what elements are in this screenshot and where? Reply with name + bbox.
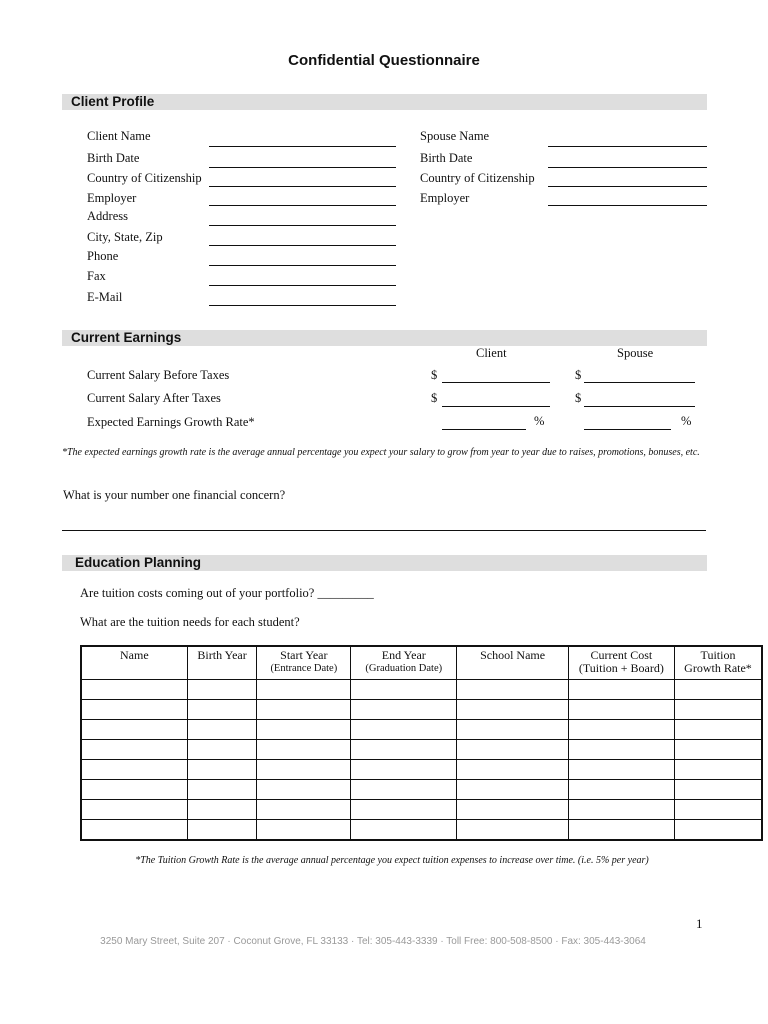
table-cell[interactable] <box>257 800 351 820</box>
header-tuition-growth-sub: Growth Rate* <box>684 661 752 675</box>
table-cell[interactable] <box>187 700 257 720</box>
table-cell[interactable] <box>568 740 674 760</box>
table-cell[interactable] <box>187 760 257 780</box>
table-cell[interactable] <box>257 760 351 780</box>
table-cell[interactable] <box>568 720 674 740</box>
table-cell[interactable] <box>457 740 568 760</box>
field-client-citizenship[interactable] <box>209 186 396 187</box>
field-client-address[interactable] <box>209 225 396 226</box>
table-row <box>81 800 762 820</box>
table-cell[interactable] <box>674 720 762 740</box>
table-cell[interactable] <box>187 820 257 841</box>
label-salary-before-taxes: Current Salary Before Taxes <box>87 368 230 382</box>
table-cell[interactable] <box>457 680 568 700</box>
label-spouse-citizenship: Country of Citizenship <box>420 171 535 185</box>
table-cell[interactable] <box>81 760 187 780</box>
table-cell[interactable] <box>351 780 457 800</box>
table-cell[interactable] <box>351 760 457 780</box>
page-number: 1 <box>696 916 703 931</box>
section-title-client-profile: Client Profile <box>71 94 155 109</box>
label-client-citizenship: Country of Citizenship <box>87 171 202 185</box>
table-cell[interactable] <box>568 700 674 720</box>
table-cell[interactable] <box>81 780 187 800</box>
field-client-salary-after-taxes[interactable] <box>442 406 550 407</box>
table-cell[interactable] <box>257 680 351 700</box>
table-cell[interactable] <box>81 820 187 841</box>
table-cell[interactable] <box>81 680 187 700</box>
field-client-birth-date[interactable] <box>209 167 396 168</box>
table-cell[interactable] <box>457 800 568 820</box>
table-cell[interactable] <box>457 780 568 800</box>
table-cell[interactable] <box>187 740 257 760</box>
field-client-fax[interactable] <box>209 285 396 286</box>
table-cell[interactable] <box>457 720 568 740</box>
label-spouse-employer: Employer <box>420 191 470 205</box>
table-cell[interactable] <box>351 740 457 760</box>
table-cell[interactable] <box>257 780 351 800</box>
tuition-growth-note: *The Tuition Growth Rate is the average annual percentage you expect tuition expenses to increase over time. (i.e. 5% per year) <box>135 855 649 866</box>
label-client-birth-date: Birth Date <box>87 151 140 165</box>
table-cell[interactable] <box>257 700 351 720</box>
label-client-city-state-zip: City, State, Zip <box>87 230 163 244</box>
table-cell[interactable] <box>187 800 257 820</box>
field-client-name[interactable] <box>209 146 396 147</box>
dollar-sign: $ <box>575 368 582 382</box>
field-spouse-growth-rate[interactable] <box>584 429 671 430</box>
table-row <box>81 700 762 720</box>
tuition-portfolio-question: Are tuition costs coming out of your portfolio? _________ <box>80 586 374 600</box>
header-start-year-label: Start Year <box>280 648 328 662</box>
header-birth-year-label: Birth Year <box>197 648 247 662</box>
header-birth-year <box>187 646 257 680</box>
table-cell[interactable] <box>674 820 762 841</box>
header-current-cost-label: Current Cost <box>590 648 653 662</box>
table-cell[interactable] <box>257 720 351 740</box>
table-header-row <box>81 646 762 680</box>
table-row <box>81 760 762 780</box>
table-row <box>81 740 762 760</box>
field-client-growth-rate[interactable] <box>442 429 526 430</box>
percent-sign: % <box>681 414 692 428</box>
table-cell[interactable] <box>257 820 351 841</box>
label-client-fax: Fax <box>87 269 106 283</box>
table-row <box>81 720 762 740</box>
field-financial-concern[interactable] <box>62 530 706 531</box>
table-cell[interactable] <box>568 680 674 700</box>
header-end-year-label: End Year <box>381 648 426 662</box>
header-start-year-sub: (Entrance Date) <box>270 663 338 674</box>
label-client-phone: Phone <box>87 249 119 263</box>
table-cell[interactable] <box>674 760 762 780</box>
label-earnings-growth-rate: Expected Earnings Growth Rate* <box>87 415 255 429</box>
field-client-salary-before-taxes[interactable] <box>442 382 550 383</box>
field-spouse-salary-before-taxes[interactable] <box>584 382 695 383</box>
table-cell[interactable] <box>351 820 457 841</box>
table-cell[interactable] <box>568 780 674 800</box>
table-row <box>81 680 762 700</box>
field-client-city-state-zip[interactable] <box>209 245 396 246</box>
dollar-sign: $ <box>575 391 582 405</box>
header-start-year <box>257 646 351 680</box>
section-title-education-planning: Education Planning <box>75 555 202 570</box>
label-client-name: Client Name <box>87 129 151 143</box>
header-current-cost-sub: (Tuition + Board) <box>578 661 664 675</box>
header-current-cost <box>568 646 674 680</box>
table-cell[interactable] <box>257 740 351 760</box>
label-spouse-birth-date: Birth Date <box>420 151 473 165</box>
table-cell[interactable] <box>351 800 457 820</box>
table-cell[interactable] <box>674 800 762 820</box>
header-end-year-sub: (Graduation Date) <box>365 663 443 674</box>
header-tuition-growth-label: Tuition <box>700 648 736 662</box>
table-cell[interactable] <box>81 700 187 720</box>
table-cell[interactable] <box>351 720 457 740</box>
dollar-sign: $ <box>431 368 438 382</box>
financial-concern-question: What is your number one financial concern? <box>63 488 286 502</box>
field-client-email[interactable] <box>209 305 396 306</box>
table-cell[interactable] <box>187 680 257 700</box>
field-spouse-citizenship[interactable] <box>548 186 707 187</box>
dollar-sign: $ <box>431 391 438 405</box>
table-cell[interactable] <box>81 740 187 760</box>
tuition-table <box>80 645 763 841</box>
field-spouse-name[interactable] <box>548 146 707 147</box>
table-row <box>81 820 762 841</box>
header-name-label: Name <box>120 648 149 662</box>
field-client-employer[interactable] <box>209 205 396 206</box>
label-spouse-name: Spouse Name <box>420 129 490 143</box>
table-cell[interactable] <box>457 760 568 780</box>
table-cell[interactable] <box>674 680 762 700</box>
field-spouse-employer[interactable] <box>548 205 707 206</box>
section-bar-client-profile <box>62 94 707 110</box>
table-cell[interactable] <box>674 780 762 800</box>
label-client-address: Address <box>87 209 128 223</box>
header-school-name <box>457 646 568 680</box>
header-tuition-growth <box>674 646 762 680</box>
table-cell[interactable] <box>187 720 257 740</box>
label-salary-after-taxes: Current Salary After Taxes <box>87 391 221 405</box>
table-cell[interactable] <box>568 800 674 820</box>
column-header-spouse: Spouse <box>617 346 654 360</box>
label-client-employer: Employer <box>87 191 137 205</box>
table-cell[interactable] <box>568 760 674 780</box>
table-cell[interactable] <box>568 820 674 841</box>
section-title-current-earnings: Current Earnings <box>71 330 182 345</box>
field-spouse-salary-after-taxes[interactable] <box>584 406 695 407</box>
table-cell[interactable] <box>351 680 457 700</box>
page-title: Confidential Questionnaire <box>288 52 480 69</box>
table-cell[interactable] <box>457 700 568 720</box>
table-cell[interactable] <box>457 820 568 841</box>
table-cell[interactable] <box>81 800 187 820</box>
table-cell[interactable] <box>81 720 187 740</box>
table-cell[interactable] <box>351 700 457 720</box>
header-end-year <box>351 646 457 680</box>
earnings-growth-note: *The expected earnings growth rate is the average annual percentage you expect your salary to grow from year to year due to raises, promotions, bonuses, etc. <box>62 447 700 458</box>
header-name <box>81 646 187 680</box>
table-cell[interactable] <box>674 700 762 720</box>
table-row <box>81 780 762 800</box>
header-school-name-label: School Name <box>480 648 546 662</box>
percent-sign: % <box>534 414 545 428</box>
column-header-client: Client <box>476 346 507 360</box>
table-cell[interactable] <box>187 780 257 800</box>
table-cell[interactable] <box>674 740 762 760</box>
footer-address: 3250 Mary Street, Suite 207 · Coconut Grove, FL 33133 · Tel: 305-443-3339 · Toll Free: 800-508-8500 · Fax: 305-443-3064 <box>100 936 646 947</box>
tuition-needs-question: What are the tuition needs for each student? <box>80 615 300 629</box>
field-client-phone[interactable] <box>209 265 396 266</box>
label-client-email: E-Mail <box>87 290 123 304</box>
field-spouse-birth-date[interactable] <box>548 167 707 168</box>
